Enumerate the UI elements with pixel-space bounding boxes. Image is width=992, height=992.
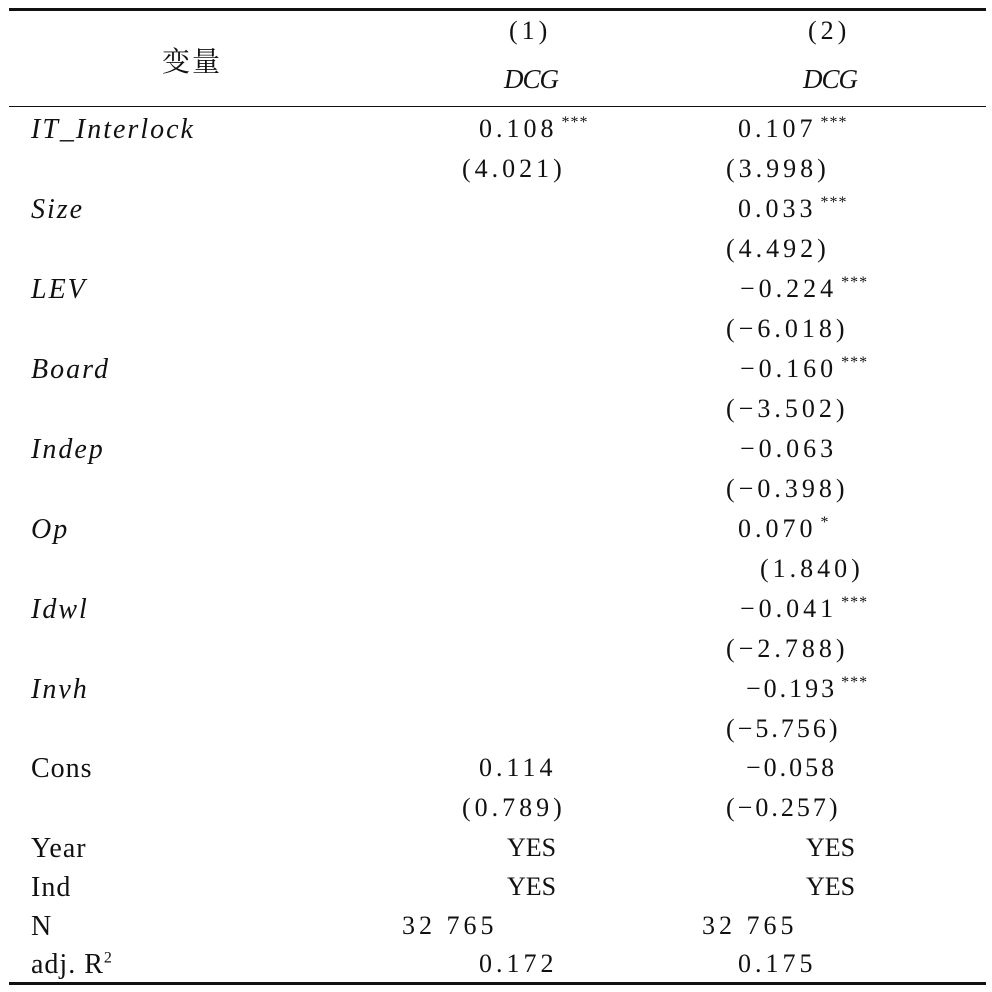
coefficient-col2: −0.058	[746, 753, 838, 782]
table-row	[0, 350, 992, 390]
table-row	[0, 789, 992, 829]
significance-stars: ***	[841, 594, 869, 612]
variable-name: Invh	[31, 674, 89, 705]
tstat-col2: (−3.502)	[726, 394, 849, 423]
table-row	[0, 630, 992, 670]
table-row	[0, 510, 992, 550]
variable-name: N	[31, 911, 53, 942]
fixed-effect-col1: YES	[507, 833, 557, 862]
fixed-effect-col2: YES	[806, 872, 856, 901]
significance-stars: ***	[841, 274, 869, 292]
tstat-col2: (4.492)	[726, 234, 830, 263]
variable-name: IT_Interlock	[31, 114, 195, 145]
variable-name: Cons	[31, 753, 93, 784]
fixed-effect-col1: YES	[507, 872, 557, 901]
coefficient-col2: 0.070 *	[738, 514, 830, 543]
fixed-effect-col2: YES	[806, 833, 856, 862]
coefficient-col1: 0.114	[479, 753, 557, 782]
coefficient-col2: 0.033 ***	[738, 194, 848, 223]
significance-stars: ***	[820, 194, 848, 212]
table-row	[0, 590, 992, 630]
coefficient-col2: −0.224 ***	[740, 274, 869, 303]
table-row	[0, 829, 992, 869]
variable-name: Idwl	[31, 594, 89, 625]
table-row	[0, 430, 992, 470]
observations-col1: 32 765	[402, 911, 498, 940]
table-row	[0, 749, 992, 789]
coefficient-col2: 0.107 ***	[738, 114, 848, 143]
column-1-dependent: DCG	[504, 64, 559, 94]
column-2-dependent: DCG	[803, 64, 858, 94]
table-row	[0, 190, 992, 230]
coefficient-col1: 0.108 ***	[479, 114, 589, 143]
table-row	[0, 470, 992, 510]
table-header-rule	[9, 106, 986, 107]
variable-name: Ind	[31, 872, 72, 903]
variable-name: adj. $R^2$	[31, 949, 113, 980]
variable-name: Size	[31, 194, 85, 225]
variable-name: LEV	[31, 274, 87, 305]
table-row	[0, 390, 992, 430]
table-row	[0, 550, 992, 590]
variable-name: Op	[31, 514, 70, 545]
adj-r2-col1: 0.172	[479, 949, 558, 978]
tstat-col2: (−2.788)	[726, 634, 849, 663]
table-row	[0, 110, 992, 150]
coefficient-col2: −0.160 ***	[740, 354, 869, 383]
variable-name: Year	[31, 833, 87, 864]
tstat-col2: (−0.398)	[726, 474, 849, 503]
table-row	[0, 150, 992, 190]
significance-stars: *	[820, 514, 830, 532]
tstat-col2: (−5.756)	[726, 714, 841, 743]
table-row	[0, 310, 992, 350]
table-row	[0, 710, 992, 750]
tstat-col1: (0.789)	[462, 793, 566, 822]
adj-r2-col2: 0.175	[738, 949, 817, 978]
table-row	[0, 270, 992, 310]
table-row	[0, 868, 992, 908]
variable-name: Board	[31, 354, 110, 385]
table-row	[0, 945, 992, 985]
significance-stars: ***	[561, 114, 589, 132]
significance-stars: ***	[841, 354, 869, 372]
table-row	[0, 907, 992, 947]
tstat-col2: (−6.018)	[726, 314, 849, 343]
observations-col2: 32 765	[702, 911, 798, 940]
significance-stars: ***	[820, 114, 848, 132]
table-row	[0, 670, 992, 710]
tstat-col1: (4.021)	[462, 154, 566, 183]
variable-name: Indep	[31, 434, 105, 465]
coefficient-col2: −0.041 ***	[740, 594, 869, 623]
significance-stars: ***	[841, 674, 869, 692]
column-1-number: (1)	[509, 16, 552, 45]
coefficient-col2: −0.063	[740, 434, 838, 463]
variable-column-header: 变量	[162, 45, 223, 78]
column-2-number: (2)	[808, 16, 851, 45]
table-row	[0, 230, 992, 270]
tstat-col2: (−0.257)	[726, 793, 841, 822]
tstat-col2: (3.998)	[726, 154, 830, 183]
coefficient-col2: −0.193 ***	[746, 674, 869, 703]
table-top-rule	[9, 8, 986, 11]
tstat-col2: (1.840)	[760, 554, 864, 583]
